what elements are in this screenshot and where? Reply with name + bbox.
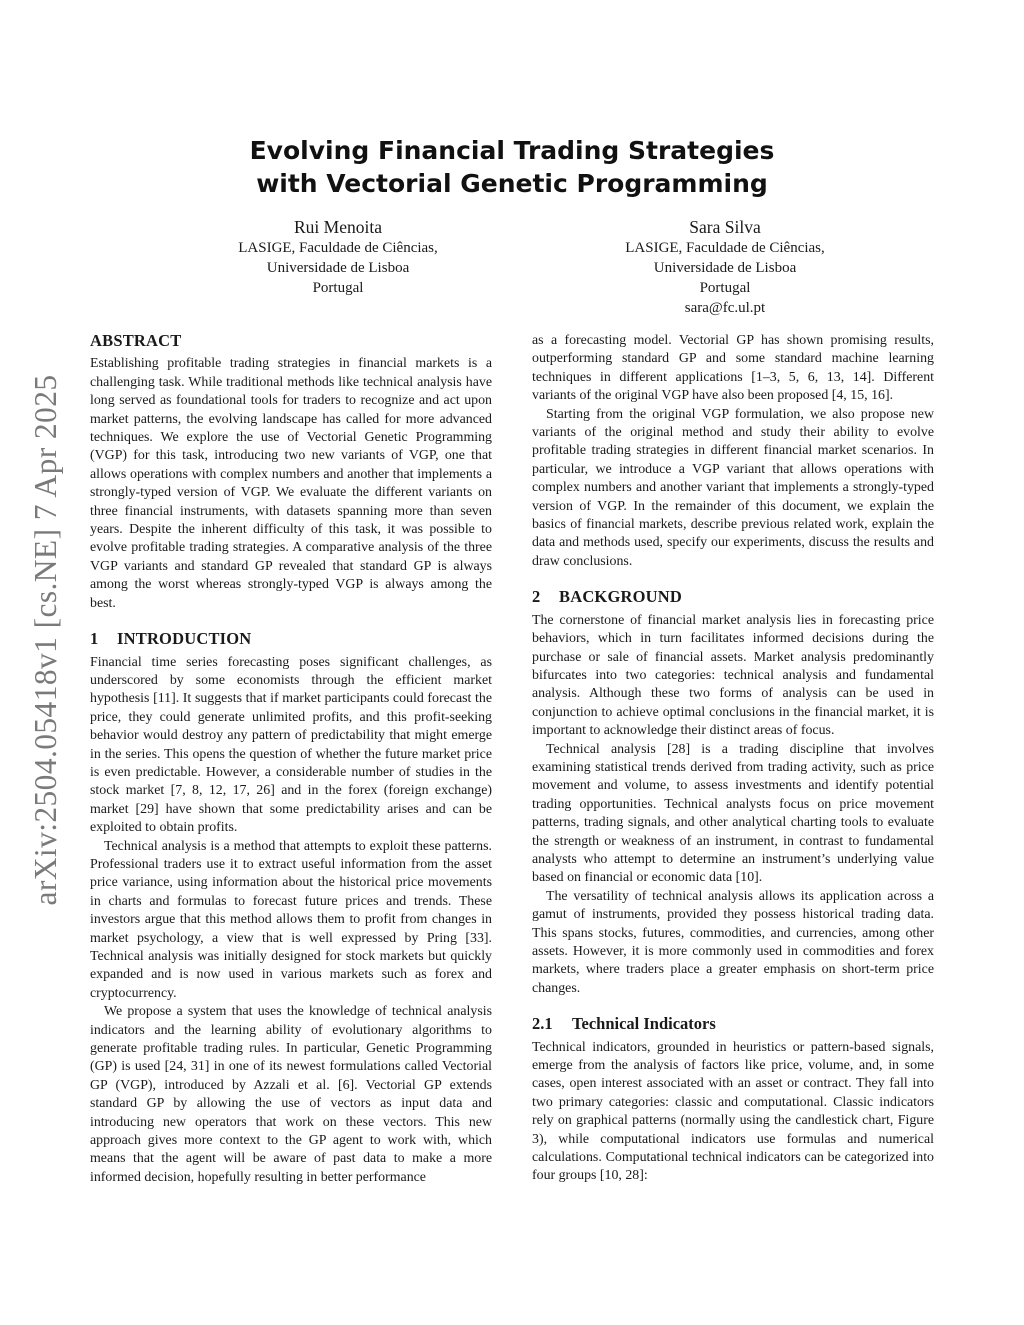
author-affiliation: LASIGE, Faculdade de Ciências, [238, 240, 438, 256]
author-country: Portugal [699, 280, 751, 296]
left-column [90, 332, 492, 1187]
author-email[interactable]: sara@fc.ul.pt [684, 300, 766, 316]
author-block-2 [560, 216, 890, 318]
arxiv-stamp: arXiv:2504.05418v1 [cs.NE] 7 Apr 2025 [28, 374, 63, 906]
subsection-heading-technical-indicators [532, 1015, 934, 1033]
author-name: Rui Menoita [294, 217, 382, 237]
right-column [532, 332, 934, 1186]
intro-paragraph-3: We propose a system that uses the knowledge of technical analysis indicators and the learning ability of evolutionary algorithms to generate profitable trading rules. In particular, Genetic Programming (GP) is used [24, 31] in one of its newest formulations called Vectorial GP (VGP), introduced by Azzali et al. [6]. Vectorial GP extends standard GP by allowing the use of vectors as input data and introducing new operators that work on these vectors. This new approach gives more context to the GP agent to work with, which means that the agent will be aware of past data to make a more informed decision, hopefully resulting in better performance [90, 1004, 492, 1185]
author-affiliation: Universidade de Lisboa [653, 260, 797, 276]
intro-paragraph-3-cont: as a forecasting model. Vectorial GP has shown promising results, outperforming standard GP and some standard machine learning techniques in different applications [1–3, 5, 6, 13, 14]. Different variants of the original VGP have also been proposed [4, 15, 16]. [532, 333, 934, 404]
section-number: 1 [90, 629, 99, 649]
author-block-1 [178, 216, 498, 298]
technical-indicators-paragraph-1: Technical indicators, grounded in heuristics or pattern-based signals, emerge from the analysis of factors like price, volume, and, in some cases, open interest associated with an asset or contract. They fall into two primary categories: classic and computational. Classic indicators rely on graphical patterns (normally using the candlestick chart, Figure 3), while computational indicators use formulas and numerical calculations. Computational technical indicators can be categorized into four groups [10, 28]: [532, 1039, 934, 1184]
abstract-heading: ABSTRACT [90, 331, 182, 350]
author-affiliation: LASIGE, Faculdade de Ciências, [625, 240, 825, 256]
section-heading-background [532, 588, 934, 606]
subsection-title: Technical Indicators [572, 1014, 716, 1034]
section-number: 2 [532, 587, 541, 607]
subsection-number: 2.1 [532, 1014, 553, 1034]
author-country: Portugal [312, 280, 364, 296]
section-title: INTRODUCTION [117, 629, 252, 649]
author-affiliation: Universidade de Lisboa [266, 260, 410, 276]
intro-paragraph-2: Technical analysis is a method that attempts to exploit these patterns. Professional traders use it to extract useful information from the asset price variance, using information about the historical price movements in charts and formulas to forecast future prices and trends. These investors argue that this method allows them to profit from changes in market psychology, a view that is well expressed by Pring [33]. Technical analysis was initially designed for stock markets but quickly expanded and is now used in various markets such as forex and cryptocurrency. [90, 838, 492, 1001]
section-title: BACKGROUND [559, 587, 683, 607]
background-paragraph-2: Technical analysis [28] is a trading discipline that involves examining statistical trends derived from trading activity, such as price movement and volume, to assess investments and identify potential trading opportunities. Technical analysts focus on price movement patterns, trading signals, and other analytical charting tools to evaluate the strength or weakness of an instrument, in contrast to fundamental analysts who attempt to determine an instrument’s underlying value based on financial or economic data [10]. [532, 741, 934, 886]
title-line-1: Evolving Financial Trading Strategies [249, 136, 775, 165]
paper-title [0, 134, 1024, 200]
intro-paragraph-4: Starting from the original VGP formulation, we also propose new variants of the original method and study their ability to evolve profitable trading strategies in different financial market scenarios. In particular, we introduce a VGP variant that allows operations with complex numbers and another variant that implements a strongly-typed version of VGP. In the remainder of this document, we explain the basics of financial markets, describe previous related work, explain the data and methods used, specify our experiments, discuss the results and draw conclusions. [532, 406, 934, 569]
section-heading-introduction [90, 630, 492, 648]
intro-paragraph-1: Financial time series forecasting poses significant challenges, as underscored by some economists through the efficient market hypothesis [11]. It suggests that if market participants could forecast the price, they could generate unlimited profits, and this profit-seeking behavior would destroy any pattern of predictability that might emerge in the series. This opens the question of whether the future market price is even predictable. However, a considerable number of studies in the stock market [7, 8, 12, 17, 26] and in the forex (foreign exchange) market [29] have shown that some predictability arises and can be exploited to obtain profits. [90, 654, 492, 836]
title-line-2: with Vectorial Genetic Programming [256, 169, 768, 198]
author-name: Sara Silva [689, 217, 761, 237]
background-paragraph-1: The cornerstone of financial market analysis lies in forecasting price behaviors, which in turn facilitates informed decisions during the purchase or sale of financial assets. Market analysis predominantly bifurcates into two categories: technical analysis and fundamental analysis. Although these two forms of analysis can be used in conjunction to achieve optimal conclusions in the financial market, it is important to acknowledge their distinct areas of focus. [532, 612, 934, 739]
abstract-text: Establishing profitable trading strategies in financial markets is a challenging task. While traditional methods like technical analysis have long served as foundational tools for traders to recognize and act upon market patterns, the evolving landscape has called for more advanced techniques. We explore the use of Vectorial Genetic Programming (VGP) for this task, introducing two new variants of VGP, one that allows operations with complex numbers and another that implements a strongly-typed version of VGP. We evaluate the different variants on three financial instruments, with datasets spanning more than seven years. Despite the inherent difficulty of this task, it was possible to evolve profitable trading strategies. A comparative analysis of the three VGP variants and standard GP revealed that standard GP is always among the worst whereas strongly-typed VGP is always among the best. [90, 356, 492, 611]
background-paragraph-3: The versatility of technical analysis allows its application across a gamut of instruments, provided they possess historical trading data. This spans stocks, futures, commodities, and currencies, among other assets. However, it is more commonly used in commodities and forex markets, where traders place a greater emphasis on short-term price changes. [532, 888, 934, 996]
